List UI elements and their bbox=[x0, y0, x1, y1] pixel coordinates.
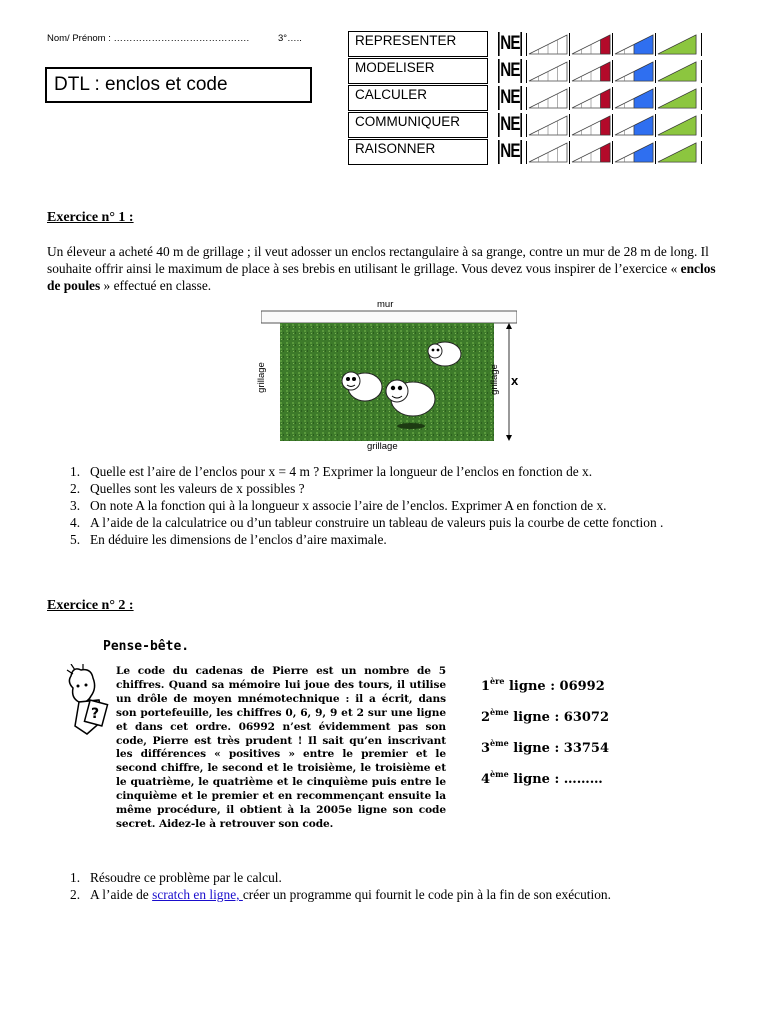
document-title: DTL : enclos et code bbox=[45, 67, 312, 103]
grillage-bottom-label: grillage bbox=[367, 441, 398, 452]
level-red-icon[interactable] bbox=[569, 60, 611, 83]
question-number: 1. bbox=[70, 870, 81, 885]
competence-row bbox=[348, 58, 702, 85]
list-item bbox=[70, 497, 720, 514]
list-item bbox=[70, 531, 720, 548]
level-green-icon[interactable] bbox=[655, 114, 697, 137]
name-field-label: Nom/ Prénom : ……………………………………. bbox=[47, 33, 250, 44]
puzzle-text: Le code du cadenas de Pierre est un nombre de 5 chiffres. Quand sa mémoire lui joue des tours, il utilise un drôle de moyen mnémotechnique : il a écrit, dans son portefeuille, les chiffres 0, 6, 9, 9 et 2 sur une ligne et dans cet ordre. 06992 n’est évidemment pas son code, Pierre est très prudent ! Il sait qu’en inscrivant les différences « positives » entre le premier et le second chiffre, le second et le troisième, le troisième et le quatrième, le quatrième et le cinquième puis entre le cinquième et le premier et en recommençant ensuite la même procédure, il obtient à la 2005e ligne son code secret. Aidez-le à retrouver son code. bbox=[116, 665, 446, 830]
list-item bbox=[70, 886, 730, 903]
list-item bbox=[481, 738, 609, 769]
question-text-start: A l’aide de bbox=[90, 887, 153, 902]
x-label: x bbox=[511, 373, 519, 388]
level-blue-icon[interactable] bbox=[612, 33, 654, 56]
line-suffix: ème bbox=[490, 738, 509, 748]
level-empty-icon[interactable] bbox=[526, 141, 568, 164]
row-end-border bbox=[698, 33, 702, 56]
line-number: 3 bbox=[481, 741, 491, 756]
question-text: A l’aide de la calculatrice ou d’un tableur construire un tableau de valeurs puis la courbe de cette fonction . bbox=[90, 515, 664, 530]
question-number: 2. bbox=[70, 481, 81, 496]
ne-label: NE bbox=[498, 59, 522, 83]
line-label: ligne : bbox=[508, 741, 564, 756]
line-suffix: ème bbox=[490, 769, 509, 779]
ne-label: NE bbox=[498, 86, 522, 110]
level-green-icon[interactable] bbox=[655, 33, 697, 56]
mur-label: mur bbox=[377, 299, 394, 310]
row-end-border bbox=[698, 141, 702, 164]
list-item bbox=[481, 769, 609, 800]
level-green-icon[interactable] bbox=[655, 87, 697, 110]
question-text-end: créer un programme qui fournit le code pin à la fin de son exécution. bbox=[242, 887, 611, 902]
pense-bete-title: Pense-bête. bbox=[103, 639, 190, 654]
line-value: ……… bbox=[563, 772, 603, 787]
thinking-man-icon bbox=[63, 664, 113, 744]
competence-label: CALCULER bbox=[348, 85, 488, 111]
row-end-border bbox=[698, 60, 702, 83]
grillage-left-label: grillage bbox=[255, 362, 267, 393]
grass-field bbox=[280, 323, 494, 441]
question-text: En déduire les dimensions de l’enclos d’aire maximale. bbox=[90, 532, 387, 547]
list-item bbox=[70, 480, 720, 497]
question-number: 1. bbox=[70, 464, 81, 479]
question-number: 3. bbox=[70, 498, 81, 513]
level-empty-icon[interactable] bbox=[526, 60, 568, 83]
exercise-2-title: Exercice n° 2 : bbox=[47, 598, 134, 613]
ne-label: NE bbox=[498, 113, 522, 137]
ne-label: NE bbox=[498, 140, 522, 164]
level-blue-icon[interactable] bbox=[612, 114, 654, 137]
svg-text:?: ? bbox=[91, 706, 100, 722]
level-green-icon[interactable] bbox=[655, 60, 697, 83]
question-text: Quelle est l’aire de l’enclos pour x = 4 m ? Exprimer la longueur de l’enclos en fonction de x. bbox=[90, 464, 593, 479]
level-green-icon[interactable] bbox=[655, 141, 697, 164]
line-value: 63072 bbox=[563, 710, 610, 725]
question-text: On note A la fonction qui à la longueur x associe l’aire de l’enclos. Exprimer A en fonction de x. bbox=[90, 498, 607, 513]
ne-label: NE bbox=[498, 32, 522, 56]
exercise-1-questions bbox=[70, 463, 720, 548]
competence-row bbox=[348, 31, 702, 58]
level-red-icon[interactable] bbox=[569, 114, 611, 137]
question-number: 4. bbox=[70, 515, 81, 530]
competence-label: MODELISER bbox=[348, 58, 488, 84]
list-item bbox=[70, 514, 720, 531]
competence-row bbox=[348, 85, 702, 112]
competence-label: RAISONNER bbox=[348, 139, 488, 165]
question-text: Quelles sont les valeurs de x possibles ? bbox=[90, 481, 305, 496]
exercise-2-questions bbox=[70, 869, 730, 903]
competence-row bbox=[348, 112, 702, 139]
sheep-icon bbox=[428, 342, 461, 366]
list-item bbox=[70, 463, 720, 480]
line-suffix: ème bbox=[490, 707, 509, 717]
list-item bbox=[481, 676, 609, 707]
grillage-right-label: grillage bbox=[488, 364, 500, 395]
intro-text-end: » effectué en classe. bbox=[100, 278, 212, 293]
level-empty-icon[interactable] bbox=[526, 87, 568, 110]
level-red-icon[interactable] bbox=[569, 87, 611, 110]
competence-label: REPRESENTER bbox=[348, 31, 488, 57]
level-empty-icon[interactable] bbox=[526, 114, 568, 137]
lines-list bbox=[481, 676, 609, 800]
question-number: 2. bbox=[70, 887, 81, 902]
line-number: 2 bbox=[481, 710, 491, 725]
line-value: 33754 bbox=[563, 741, 610, 756]
line-value: 06992 bbox=[559, 679, 605, 694]
exercise-1-title: Exercice n° 1 : bbox=[47, 210, 134, 225]
list-item bbox=[481, 707, 609, 738]
line-label: ligne : bbox=[508, 772, 564, 787]
level-red-icon[interactable] bbox=[569, 141, 611, 164]
competence-label: COMMUNIQUER bbox=[348, 112, 488, 138]
question-number: 5. bbox=[70, 532, 81, 547]
question-text: Résoudre ce problème par le calcul. bbox=[90, 870, 282, 885]
enclosure-figure bbox=[261, 299, 517, 449]
class-field-label: 3°….. bbox=[278, 33, 302, 44]
row-end-border bbox=[698, 87, 702, 110]
level-empty-icon[interactable] bbox=[526, 33, 568, 56]
line-label: ligne : bbox=[504, 679, 560, 694]
line-label: ligne : bbox=[508, 710, 564, 725]
scratch-link[interactable]: scratch en ligne, bbox=[152, 887, 243, 902]
line-suffix: ère bbox=[490, 676, 505, 686]
exercise-1-intro bbox=[47, 243, 727, 294]
line-number: 1 bbox=[481, 679, 491, 694]
mur-wall bbox=[261, 311, 517, 323]
intro-text-start: Un éleveur a acheté 40 m de grillage ; il veut adosser un enclos rectangulaire à sa grange, contre un mur de 28 m de long. Il souhaite offrir ainsi le maximum de place à ses brebis en utilisant le grillage. Vous devez vous inspirer de l’exercice « bbox=[47, 244, 709, 276]
intro-bold: enclos de poules bbox=[47, 261, 716, 293]
list-item bbox=[70, 869, 730, 886]
row-end-border bbox=[698, 114, 702, 137]
line-number: 4 bbox=[481, 772, 491, 787]
level-blue-icon[interactable] bbox=[612, 60, 654, 83]
level-red-icon[interactable] bbox=[569, 33, 611, 56]
level-blue-icon[interactable] bbox=[612, 141, 654, 164]
competence-row bbox=[348, 139, 702, 166]
level-blue-icon[interactable] bbox=[612, 87, 654, 110]
